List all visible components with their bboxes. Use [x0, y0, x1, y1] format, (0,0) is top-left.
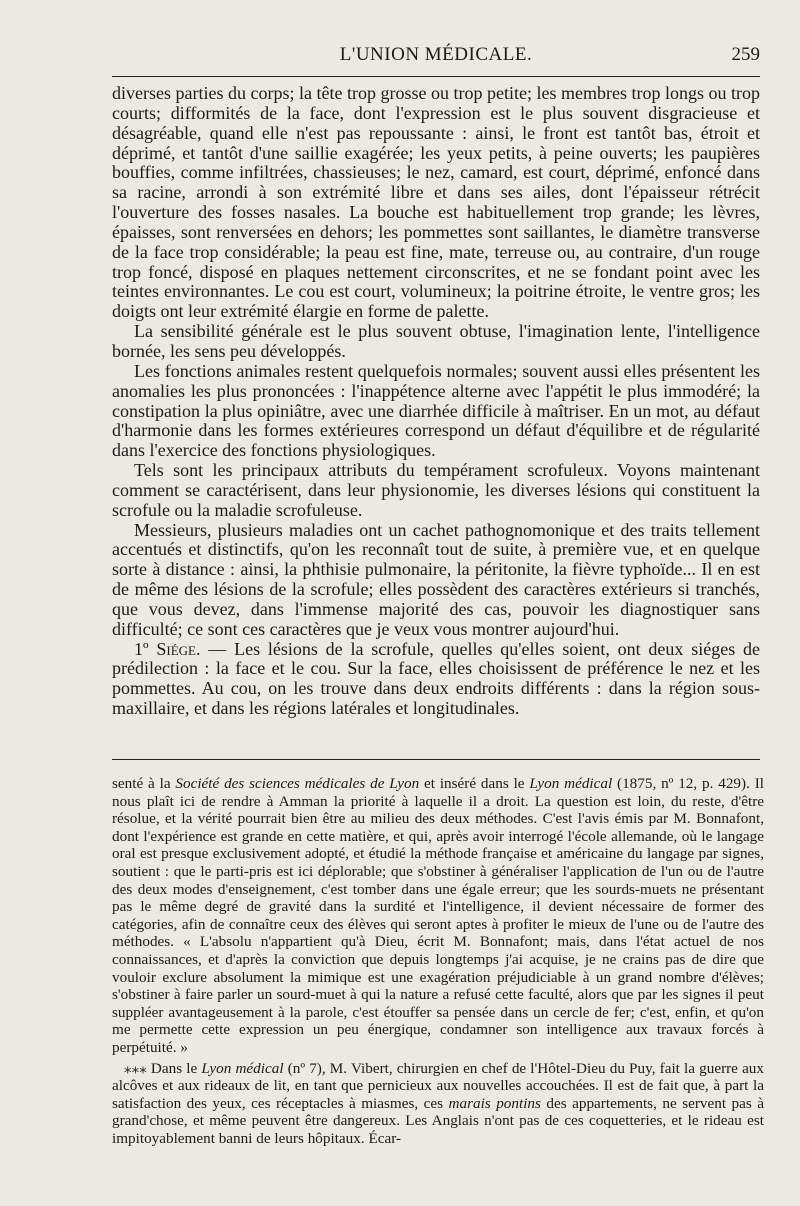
main-text	[112, 84, 760, 719]
journal-name: Lyon médical	[529, 775, 613, 792]
paragraph: Les fonctions animales restent quelquefois normales; souvent aussi elles présentent les anomalies les plus prononcées : l'inappétence alterne avec l'appétit le plus immodéré; la constipation la plus opiniâtre, avec une diarrhée difficile à maîtriser. En un mot, au défaut d'harmonie dans les formes extérieures correspond un défaut d'équilibre et de régularité dans l'exercice des fonctions physiologiques.	[112, 360, 760, 461]
note-text: et inséré dans le	[419, 775, 530, 792]
note-text: (1875, nº 12, p. 429). Il nous plaît ici de rendre à Amman la priorité à laquelle il a droit. La question est loin, du reste, d'être résolue, et la vérité pourrait bien être au milieu des deux méthodes. C'est l'avis émis par M. Bonnafont, dont l'expérience est grande en cette matière, et qui, après avoir interrogé l'école allemande, où le langage oral est presque exclusivement adopté, et étudié la méthode française et américaine du langage par signes, soutient : que le parti-pris est ici déplorable; que s'obstiner à généraliser l'application de l'un ou de l'autre des deux modes d'enseignement, c'est tomber dans une égale erreur; que les sourds-muets ne présentant pas le même degré de gravité dans la surdité et l'intelligence, il devient nécessaire de former des catégories, afin de connaître ceux des élèves qui seront aptes à profiter le mieux de l'une ou de l'autre des méthodes. « L'absolu n'appartient qu'à Dieu, écrit M. Bonnafont; mais, dans l'état actuel de nos connaissances, et d'après la conviction que depuis longtemps j'ai acquise, je ne crains pas de dire que vouloir exclure absolument la mimique est une exagération préjudiciable à un grand nombre d'élèves; s'obstiner à faire parler un sourd-muet à qui la nature a refusé cette faculté, alors que par les signes il peut suppléer avantageusement à la parole, c'est étouffer sa pensée dans un cercle de fer; c'est, enfin, et qu'on me permette cette expression un peu énergique, condamner son intelligence aux travaux forcés à perpétuité. »	[112, 775, 764, 1056]
note-text: senté à la	[112, 775, 176, 792]
note-text: des appartements, ne servent pas à grand'chose, et même peuvent être dangereux. Les Anglais n'ont pas de ces coquetteries, et le rideau est impitoyablement banni de leurs hôpitaux. Écar-	[112, 1094, 765, 1147]
italic-phrase: marais pontins	[448, 1094, 541, 1112]
paragraph: Tels sont les principaux attributs du tempérament scrofuleux. Voyons maintenant comment se caractérisent, dans leur physionomie, les diverses lésions qui constituent la scrofule ou la maladie scrofuleuse.	[112, 460, 760, 520]
page-header	[112, 44, 760, 70]
page-number: 259	[731, 44, 760, 65]
section-text: — Les lésions de la scrofule, quelles qu'elles soient, ont deux siéges de prédilection : la face et le cou. Sur la face, elles choisissent de préférence le nez et les pommettes. Au cou, on les trouve dans deux endroits différents : dans la région sous-maxillaire, et dans les régions latérales et longitudinales.	[112, 638, 760, 719]
footnote-rule	[112, 759, 760, 760]
footnotes	[112, 775, 764, 1147]
paragraph: diverses parties du corps; la tête trop grosse ou trop petite; les membres trop longs ou trop courts; difformités de la face, dont l'expression est le plus souvent disgracieuse et désagréable, quand elle n'est pas repoussante : ainsi, le front est tantôt bas, étroit et déprimé, et tantôt d'une saillie exagérée; les yeux petits, à peine ouverts; les paupières bouffies, comme infiltrées, chassieuses; le nez, camard, est court, déprimé, enfoncé dans sa racine, arrondi à son extrémité libre et dans ses ailes, dont l'épaisseur rétrécit l'ouverture des fosses nasales. La bouche est habituellement trop grande; les lèvres, épaisses, sont renversées en dehors; les pommettes sont saillantes, le diamètre transverse de la face trop considérable; la peau est fine, mate, terreuse ou, au contraire, d'un rouge trop foncé, disposé en plaques nettement circonscrites, et ne se fondant point avec les teintes environnantes. Le cou est court, volumineux; la poitrine étroite, le ventre gros; les doigts ont leur extrémité élargie en forme de palette.	[112, 83, 760, 322]
note-text: (nº 7), M. Vibert, chirurgien en chef de l'Hôtel-Dieu du Puy, fait la guerre aux alcôves et aux rideaux de lit, en tant que pernicieux aux nouvelles accouchées. Il est de fait que, à part la satisfaction des yeux, ces réceptacles à miasmes, ces	[112, 1059, 764, 1112]
journal-name: Lyon médical	[201, 1059, 284, 1077]
running-title: L'UNION MÉDICALE.	[339, 44, 533, 65]
header-rule	[112, 76, 760, 77]
society-name: Société des sciences médicales de Lyon	[175, 775, 420, 792]
paragraph-siege	[112, 640, 760, 719]
paragraph: La sensibilité générale est le plus souvent obtuse, l'imagination lente, l'intelligence bornée, les sens peu développés.	[112, 321, 760, 361]
footnote	[112, 1060, 764, 1148]
asterism-mark: ⁎⁎⁎	[124, 1059, 147, 1077]
note-text: Dans le	[146, 1059, 202, 1077]
footnote	[112, 775, 764, 1057]
section-label: 1º Siége.	[134, 638, 201, 659]
paragraph: Messieurs, plusieurs maladies ont un cachet pathognomonique et des traits tellement accentués et distinctifs, qu'on les reconnaît tout de suite, à première vue, et en quelque sorte à distance : ainsi, la phthisie pulmonaire, la péritonite, la fièvre typhoïde... Il en est de même des lésions de la scrofule; elles possèdent des caractères extérieurs si tranchés, que vous devez, dans l'immense majorité des cas, pouvoir les diagnostiquer sans difficulté; ce sont ces caractères que je veux vous montrer aujourd'hui.	[112, 519, 760, 639]
